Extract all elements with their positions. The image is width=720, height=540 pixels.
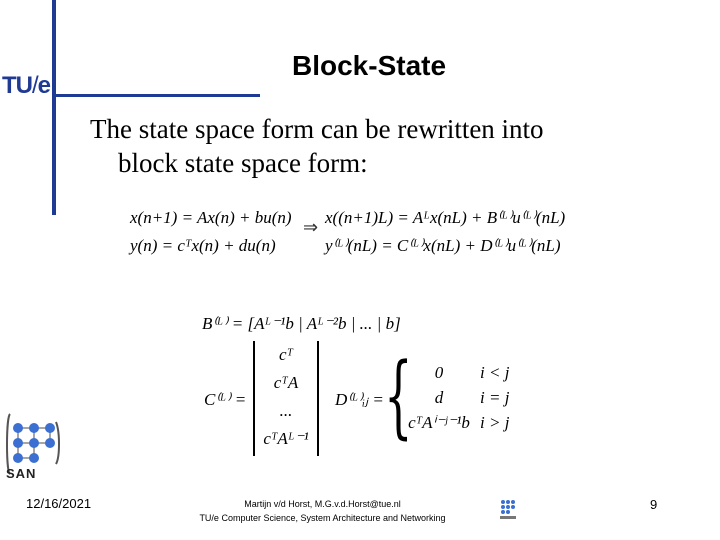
block-output-equation-line: y⁽ᴸ⁾(nL) = C⁽ᴸ⁾x(nL) + D⁽ᴸ⁾u⁽ᴸ⁾(nL) <box>325 236 561 255</box>
tue-logo: TU/e <box>2 72 51 99</box>
state-equation-line: x(n+1) = Ax(n) + bu(n) <box>130 208 292 227</box>
intro-text <box>90 112 650 180</box>
state-equations <box>130 204 292 260</box>
d-matrix-label: D⁽ᴸ⁾ᵢⱼ = <box>335 390 384 409</box>
c-matrix-row: ... <box>279 401 293 420</box>
san-small-logo-icon <box>498 497 518 521</box>
block-state-equations <box>325 204 565 260</box>
intro-line-2: block state space form: <box>118 148 368 178</box>
d-matrix-cases <box>398 360 540 435</box>
brand-vertical-bar <box>52 0 56 215</box>
c-matrix-row: cᵀA <box>273 373 299 392</box>
footer-author: Martijn v/d Horst, M.G.v.d.Horst@tue.nl <box>244 499 401 509</box>
page-number: 9 <box>650 497 658 512</box>
d-case-row: cᵀAⁱ⁻ʲ⁻¹b i > j <box>408 413 510 432</box>
c-matrix-label: C⁽ᴸ⁾ = <box>204 390 247 409</box>
c-matrix <box>253 341 319 456</box>
output-equation-line: y(n) = cᵀx(n) + du(n) <box>130 236 276 255</box>
b-matrix-definition: B⁽ᴸ⁾ = [Aᴸ⁻¹b | Aᴸ⁻²b | ... | b] <box>202 314 401 333</box>
implies-arrow-icon: ⇒ <box>303 217 319 238</box>
c-matrix-row: cᵀ <box>278 345 294 364</box>
footer-credits <box>180 497 465 525</box>
left-brace-icon: { <box>384 344 413 449</box>
block-state-equation-line: x((n+1)L) = Aᴸx(nL) + B⁽ᴸ⁾u⁽ᴸ⁾(nL) <box>325 208 566 227</box>
c-matrix-row: cᵀAᴸ⁻¹ <box>263 429 309 448</box>
intro-line-1: The state space form can be rewritten into <box>90 114 544 144</box>
footer-date: 12/16/2021 <box>26 496 92 511</box>
slide-title: Block-State <box>292 50 447 81</box>
d-case-row: d i = j <box>434 388 510 407</box>
san-logo-text: SAN <box>6 466 37 481</box>
d-case-row: 0 i < j <box>434 363 510 382</box>
title-rule <box>52 94 260 97</box>
footer-department: TU/e Computer Science, System Architecture and Networking <box>199 513 446 523</box>
